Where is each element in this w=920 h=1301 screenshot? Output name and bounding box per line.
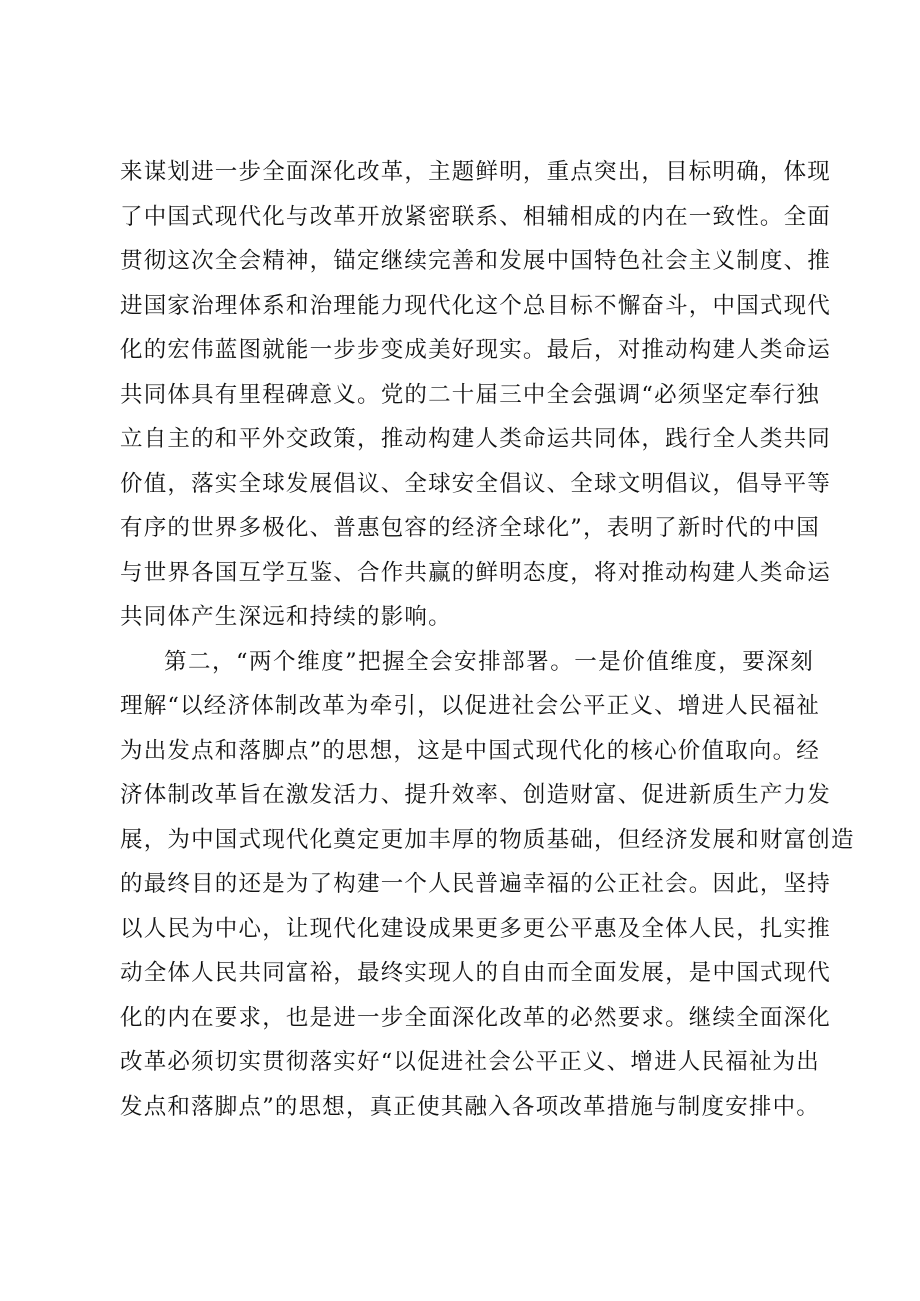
- text-line: 化的宏伟蓝图就能一步步变成美好现实。最后，对推动构建人类命运: [120, 337, 832, 363]
- text-line: 以人民为中心，让现代化建设成果更多更公平惠及全体人民，扎实推: [120, 915, 832, 942]
- paragraph-2: [120, 640, 855, 1130]
- body-text: [120, 150, 855, 1129]
- text-line: 价值，落实全球发展倡议、全球安全倡议、全球文明倡议，倡导平等: [120, 470, 832, 497]
- text-line: 改革必须切实贯彻落实好“以促进社会公平正义、增进人民福祉为出: [120, 1049, 821, 1075]
- text-line: 化的内在要求，也是进一步全面深化改革的必然要求。继续全面深化: [120, 1004, 832, 1031]
- text-line: 来谋划进一步全面深化改革，主题鲜明，重点突出，目标明确，体现: [120, 159, 832, 185]
- text-line: 共同体具有里程碑意义。党的二十届三中全会强调“必须坚定奉行独: [120, 381, 821, 408]
- text-line: 贯彻这次全会精神，锚定继续完善和发展中国特色社会主义制度、推: [120, 248, 832, 274]
- text-line: 的最终目的还是为了构建一个人民普遍幸福的公正社会。因此，坚持: [120, 871, 832, 897]
- text-line: 了中国式现代化与改革开放紧密联系、相辅相成的内在一致性。全面: [120, 203, 832, 230]
- text-line: 展，为中国式现代化奠定更加丰厚的物质基础，但经济发展和财富创造: [120, 826, 855, 853]
- text-line: 共同体产生深远和持续的影响。: [120, 604, 452, 630]
- text-line: 立自主的和平外交政策，推动构建人类命运共同体，践行全人类共同: [120, 426, 832, 452]
- text-line: 第二，“两个维度”把握全会安排部署。一是价值维度，要深刻: [164, 648, 814, 675]
- text-line: 理解“以经济体制改革为牵引，以促进社会公平正义、增进人民福祉: [120, 693, 821, 719]
- text-line: 进国家治理体系和治理能力现代化这个总目标不懈奋斗，中国式现代: [120, 292, 832, 319]
- text-line: 有序的世界多极化、普惠包容的经济全球化”，表明了新时代的中国: [120, 515, 821, 541]
- text-line: 为出发点和落脚点”的思想，这是中国式现代化的核心价值取向。经: [120, 737, 821, 764]
- text-line: 发点和落脚点”的思想，真正使其融入各项改革措施与制度安排中。: [120, 1093, 821, 1120]
- text-line: 济体制改革旨在激发活力、提升效率、创造财富、促进新质生产力发: [120, 782, 832, 808]
- text-line: 与世界各国互学互鉴、合作共赢的鲜明态度，将对推动构建人类命运: [120, 559, 832, 586]
- text-line: 动全体人民共同富裕，最终实现人的自由而全面发展，是中国式现代: [120, 960, 832, 986]
- paragraph-1: [120, 150, 832, 640]
